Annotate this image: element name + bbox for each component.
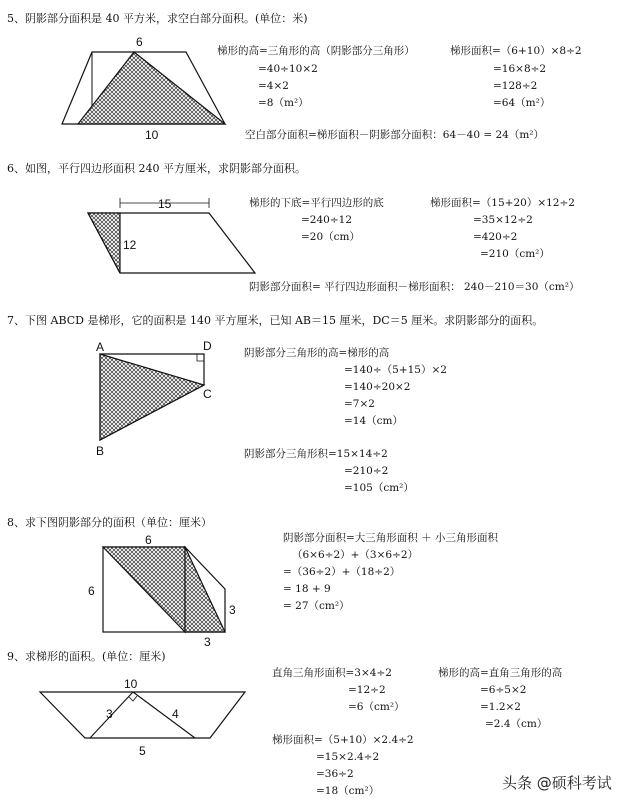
p9-final-line-1: 梯形面积=（5+10）×2.4÷2	[272, 734, 414, 746]
p5-right-line-4: =64（m²）	[493, 97, 551, 109]
p9-question: 9、求梯形的面积。(单位：厘米)	[7, 650, 166, 663]
p6-label-top: 15	[158, 197, 172, 211]
p7-label-d: D	[203, 339, 212, 353]
p7-block1-line-2: =140÷（5+15）×2	[344, 364, 447, 376]
p6-left-line-1: 梯形的下底=平行四边形的底	[249, 197, 384, 209]
p5-left-line-4: =8（m²）	[258, 97, 309, 109]
p5-right-line-3: =128÷2	[493, 80, 538, 92]
p9-label-3: 3	[106, 707, 113, 721]
p5-left-line-2: =40÷10×2	[258, 63, 318, 75]
p9-final-line-3: =36÷2	[316, 768, 354, 780]
p6-left-line-3: =20（cm）	[301, 231, 360, 243]
p6-right-line-4: =210（cm²）	[480, 248, 550, 260]
p5-answer: 空白部分面积=梯形面积－阴影部分面积：64－40 = 24（m²）	[245, 129, 545, 141]
p9-right-line-1: 梯形的高=直角三角形的高	[438, 667, 563, 679]
p7-block2-line-2: =210÷2	[344, 465, 389, 477]
watermark: 头条 @硕科考试	[502, 774, 612, 792]
p6-right-line-3: =420÷2	[473, 231, 518, 243]
p9-label-4: 4	[172, 707, 179, 721]
p8-question: 8、求下图阴影部分的面积（单位：厘米）	[7, 516, 212, 529]
p7-block1-line-3: =140÷20×2	[344, 381, 411, 393]
p8-label-top: 6	[145, 533, 152, 547]
p6-label-height: 12	[123, 238, 137, 252]
p7-label-c: C	[203, 387, 212, 401]
p9-left-line-1: 直角三角形面积=3×4÷2	[272, 667, 392, 679]
p8-line-4: = 18 + 9	[283, 583, 331, 595]
p6-right-line-1: 梯形面积=（15+20）×12÷2	[430, 197, 575, 209]
p9-right-line-2: =6÷5×2	[480, 684, 527, 696]
p5-question: 5、阴影部分面积是 40 平方米，求空白部分面积。(单位：米)	[7, 12, 308, 25]
p5-trapezoid-figure	[62, 35, 225, 142]
p6-left-line-2: =240÷12	[301, 214, 352, 226]
p8-label-bottom: 3	[204, 635, 211, 649]
p9-left-line-3: =6（cm²）	[348, 701, 405, 713]
p6-parallelogram-figure	[88, 197, 255, 273]
p6-right-line-2: =35×12÷2	[473, 214, 533, 226]
p8-label-right: 3	[229, 603, 236, 617]
p7-trapezoid-figure	[96, 339, 212, 458]
p8-line-2: （6×6÷2）+（3×6÷2）	[292, 549, 419, 561]
p7-label-b: B	[96, 444, 105, 458]
p7-block1-line-1: 阴影部分三角形的高=梯形的高	[244, 347, 390, 359]
p9-label-top: 10	[124, 677, 138, 691]
p9-right-line-3: =1.2×2	[480, 701, 521, 713]
p9-trapezoid-figure	[40, 677, 245, 758]
p5-label-bottom: 10	[145, 128, 159, 142]
p8-label-left: 6	[88, 584, 95, 598]
p9-left-line-2: =12÷2	[348, 684, 386, 696]
p8-line-3: =（36÷2）+（18÷2）	[283, 566, 401, 578]
p5-left-line-3: =4×2	[258, 80, 289, 92]
p9-right-line-4: =2.4（cm）	[485, 718, 548, 730]
p7-block1-line-4: =7×2	[344, 398, 375, 410]
p6-shaded-triangle	[88, 213, 120, 273]
p9-label-5: 5	[139, 744, 146, 758]
p7-question: 7、下图 ABCD 是梯形，它的面积是 140 平方厘米，已知 AB＝15 厘米，DC＝5 厘米。求阴影部分的面积。	[7, 314, 544, 327]
p7-block1-line-5: =14（cm）	[344, 415, 403, 427]
p7-block2-line-1: 阴影部分三角形积=15×14÷2	[244, 448, 388, 460]
p7-block2-line-3: =105（cm²）	[344, 482, 414, 494]
p6-answer: 阴影部分面积= 平行四边形面积－梯形面积： 240－210＝30（cm²）	[249, 281, 580, 293]
p8-line-1: 阴影部分面积=大三角形面积 ＋ 小三角形面积	[283, 532, 498, 544]
p8-line-5: = 27（cm²）	[283, 600, 350, 612]
p7-label-a: A	[96, 340, 105, 354]
p5-right-line-1: 梯形面积=（6+10）×8÷2	[450, 45, 582, 57]
p9-final-line-2: =15×2.4÷2	[316, 751, 380, 763]
p6-question: 6、如图，平行四边形面积 240 平方厘米，求阴影部分面积。	[7, 162, 306, 175]
p5-right-line-2: =16×8÷2	[493, 63, 547, 75]
p8-combined-figure	[88, 533, 236, 649]
p5-label-top: 6	[136, 35, 143, 49]
p9-final-line-4: =18（cm²）	[316, 785, 380, 797]
p5-left-line-1: 梯形的高=三角形的高（阴影部分三角形）	[217, 45, 415, 57]
